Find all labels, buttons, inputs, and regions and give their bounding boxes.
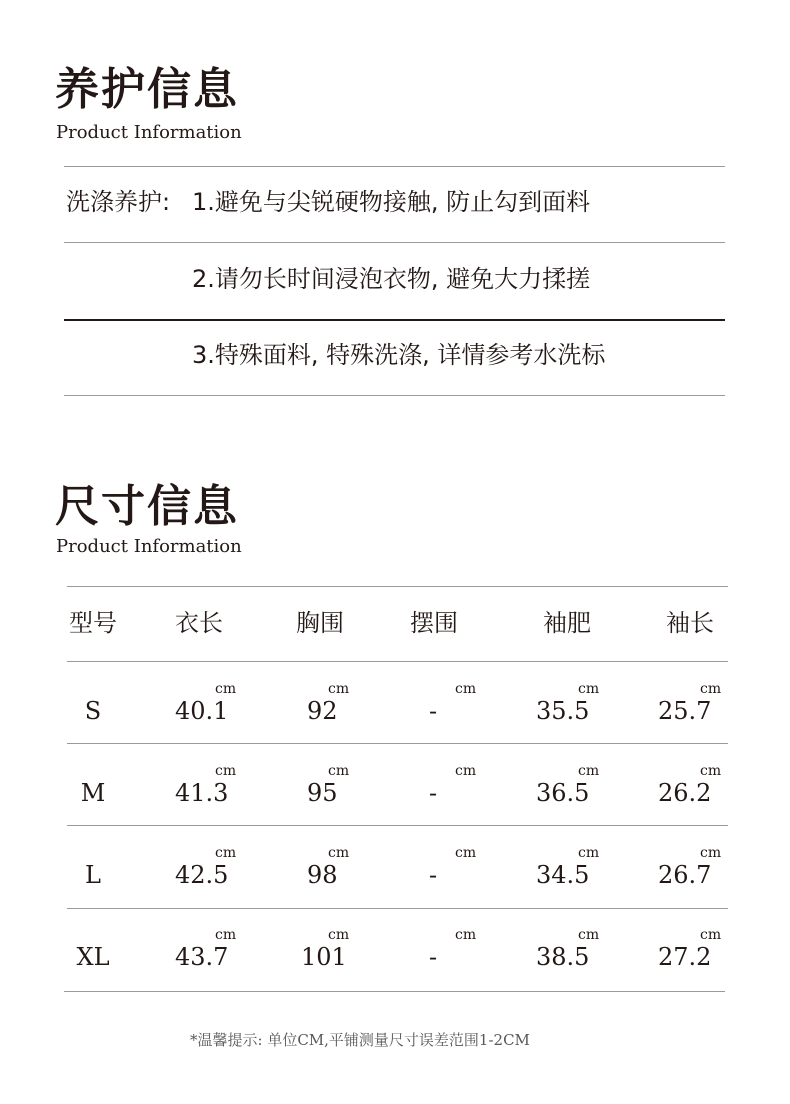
header-size: 型号 [69, 609, 117, 637]
sleeve-width-value: 38.5 [536, 943, 590, 971]
size-label: L [85, 861, 101, 889]
table-divider [67, 743, 728, 744]
sleeve-width-unit: cm [578, 845, 600, 861]
table-divider [67, 908, 728, 909]
care-item-1: 1.避免与尖锐硬物接触, 防止勾到面料 [192, 188, 591, 216]
size-subtitle: Product Information [56, 536, 242, 557]
chest-unit: cm [328, 845, 350, 861]
sleeve-length-value: 26.2 [658, 779, 712, 807]
chest-unit: cm [328, 763, 350, 779]
care-divider-bottom [64, 395, 725, 396]
table-divider-bottom [64, 991, 725, 992]
size-title: 尺寸信息 [55, 481, 239, 532]
care-subtitle: Product Information [56, 122, 242, 143]
length-value: 43.7 [175, 943, 229, 971]
table-divider-top [67, 586, 728, 587]
hem-unit: cm [455, 763, 477, 779]
care-item-3: 3.特殊面料, 特殊洗涤, 详情参考水洗标 [192, 341, 606, 369]
hem-unit: cm [455, 927, 477, 943]
hem-unit: cm [455, 681, 477, 697]
sleeve-width-value: 35.5 [536, 697, 590, 725]
chest-value: 101 [301, 943, 347, 971]
length-unit: cm [215, 927, 237, 943]
sleeve-width-value: 36.5 [536, 779, 590, 807]
sleeve-width-value: 34.5 [536, 861, 590, 889]
header-chest: 胸围 [296, 609, 344, 637]
chest-value: 95 [307, 779, 338, 807]
header-length: 衣长 [175, 609, 223, 637]
sleeve-width-unit: cm [578, 927, 600, 943]
chest-unit: cm [328, 681, 350, 697]
chest-unit: cm [328, 927, 350, 943]
size-label: M [80, 779, 106, 807]
hem-value: - [429, 861, 438, 889]
length-value: 41.3 [175, 779, 229, 807]
care-title: 养护信息 [55, 64, 239, 115]
length-value: 40.1 [175, 697, 229, 725]
hem-value: - [429, 779, 438, 807]
header-hem: 摆围 [410, 609, 458, 637]
care-label: 洗涤养护: [66, 188, 171, 216]
table-divider [67, 661, 728, 662]
care-item-2: 2.请勿长时间浸泡衣物, 避免大力揉搓 [192, 265, 591, 293]
sleeve-width-unit: cm [578, 763, 600, 779]
length-value: 42.5 [175, 861, 229, 889]
sleeve-length-unit: cm [700, 845, 722, 861]
sleeve-width-unit: cm [578, 681, 600, 697]
sleeve-length-unit: cm [700, 763, 722, 779]
sleeve-length-unit: cm [700, 927, 722, 943]
chest-value: 98 [307, 861, 338, 889]
size-label: XL [76, 943, 110, 971]
care-divider-2 [64, 319, 725, 321]
measurement-note: *温馨提示: 单位CM,平铺测量尺寸误差范围1-2CM [190, 1031, 530, 1049]
care-divider-top [64, 166, 725, 167]
hem-value: - [429, 943, 438, 971]
table-divider [67, 825, 728, 826]
length-unit: cm [215, 845, 237, 861]
hem-value: - [429, 697, 438, 725]
length-unit: cm [215, 681, 237, 697]
header-sleeve-width: 袖肥 [543, 609, 591, 637]
sleeve-length-value: 27.2 [658, 943, 712, 971]
length-unit: cm [215, 763, 237, 779]
sleeve-length-value: 26.7 [658, 861, 712, 889]
chest-value: 92 [307, 697, 338, 725]
size-label: S [84, 697, 102, 725]
care-divider-1 [64, 242, 725, 243]
sleeve-length-value: 25.7 [658, 697, 712, 725]
hem-unit: cm [455, 845, 477, 861]
sleeve-length-unit: cm [700, 681, 722, 697]
header-sleeve-length: 袖长 [666, 609, 714, 637]
